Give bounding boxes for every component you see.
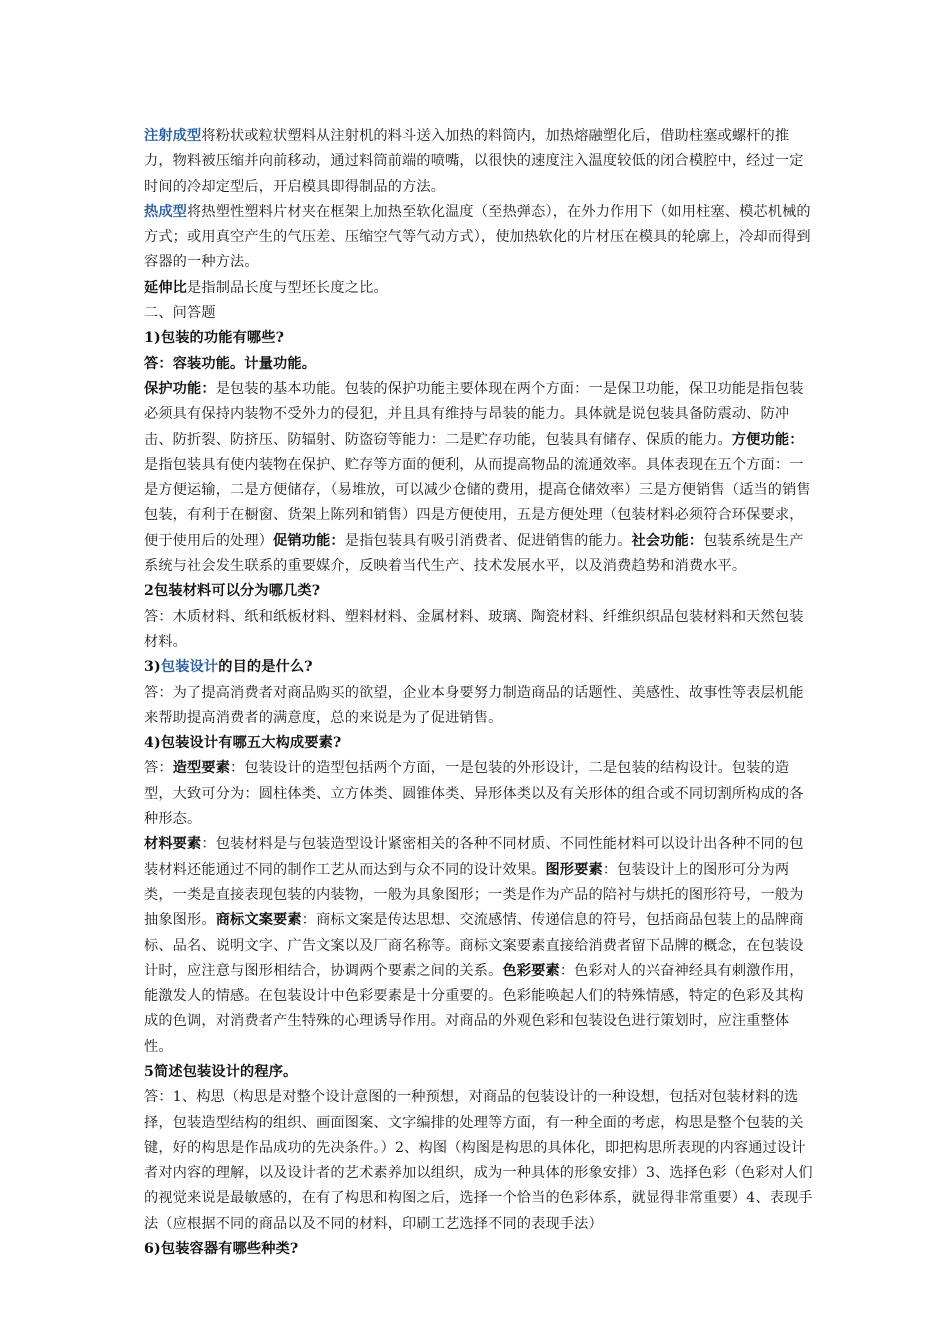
definition-text: 是指制品长度与型坯长度之比。 (187, 279, 388, 296)
term-link[interactable]: 热成型 (144, 203, 188, 220)
document-page (144, 124, 814, 1262)
term-link[interactable]: 注射成型 (144, 128, 202, 144)
question-4: 4)包装设计有哪五大构成要素? (144, 735, 342, 752)
definition-text: 将热塑性塑料片材夹在框架上加热至软化温度（至热弹态），在外力作用下（如用柱塞、模芯机械的方式；或用真空产生的气压差、压缩空气等气动方式），使加热软化的片材压在模具的轮廓上，冷却而得到容器的一种方法。 (144, 203, 811, 271)
answer-1-summary: 答：容装功能。计量功能。 (144, 355, 317, 372)
answer-5: 答：1、构思（构思是对整个设计意图的一种预想，对商品的包装设计的一种设想，包括对包装材料的选择，包装造型结构的组织、画面图案、文字编排的处理等方面，有一种全面的考虑，构思是整个包装的关键，好的构思是作品成功的先决条件。）2、构图（构图是构思的具体化，即把构思所表现的内容通过设计者对内容的理解，以及设计者的艺术素养加以组织，成为一种具体的形象安排）3、选择色彩（色彩对人们的视觉来说是最敏感的，在有了构思和构图之后，选择一个恰当的色彩体系，就显得非常重要）4、表现手法（应根据不同的商品以及不同的材料，印刷工艺选择不同的表现手法） (144, 1089, 813, 1232)
definition-thermoforming (144, 200, 814, 276)
answer-1-body: 保护功能：是包装的基本功能。包装的保护功能主要体现在两个方面：一是保卫功能，保卫功能是指包装必须具有保持内装物不受外力的侵犯，并且具有维持与昂装的能力。具体就是说包装具备防震动、防冲击、防折裂、防挤压、防辐射、防盗窃等能力：二是贮存功能，包装具有储存、保质的能力。方便功能：是指包装具有使内装物在保护、贮存等方面的便利，从而提高物品的流通效率。具体表现在五个方面：一是方便运输，二是方便储存，（易堆放，可以减少仓储的费用，提高仓储效率）三是方便销售（适当的销售包装，有利于在橱窗、货架上陈列和销售）四是方便使用，五是方便处理（包装材料必须符合环保要求，便于使用后的处理）促销功能：是指包装具有吸引消费者、促进销售的能力。社会功能：包装系统是生产系统与社会发生联系的重要媒介，反映着当代生产、技术发展水平，以及消费趋势和消费水平。 (144, 380, 811, 575)
term-link[interactable]: 包装设计 (160, 659, 219, 676)
answer-3: 答：为了提高消费者对商品购买的欲望，企业本身要努力制造商品的话题性、美感性、故事性等表层机能来帮助提高消费者的满意度，总的来说是为了促进销售。 (144, 684, 804, 726)
question-5: 5简述包装设计的程序。 (144, 1063, 298, 1080)
question-1: 1)包装的功能有哪些? (144, 330, 285, 347)
answer-4-part-2: 材料要素：包装材料是与包装造型设计紧密相关的各种不同材质、不同性能材料可以设计出各种不同的包装材料还能通过不同的制作工艺从而达到与众不同的设计效果。图形要素：包装设计上的图形可分为两类，一类是直接表现包装的内装物，一般为具象图形；一类是作为产品的陪衬与烘托的图形符号，一般为抽象图形。商标文案要素：商标文案是传达思想、交流感情、传递信息的符号，包括商品包装上的品牌商标、品名、说明文字、广告文案以及厂商名称等。商标文案要素直接给消费者留下品牌的概念，在包装设计时，应注意与图形相结合，协调两个要素之间的关系。色彩要素：色彩对人的兴奋神经具有刺激作用，能激发人的情感。在包装设计中色彩要素是十分重要的。色彩能唤起人们的特殊情感，特定的色彩及其构成的色调，对消费者产生特殊的心理诱导作用。对商品的外观色彩和包装设色进行策划时，应注重整体性。 (144, 836, 804, 1055)
section-title: 二、问答题 (144, 305, 216, 322)
answer-2: 答：木质材料、纸和纸板材料、塑料材料、金属材料、玻璃、陶瓷材料、纤维织织品包装材料和天然包装材料。 (144, 608, 804, 650)
definition-text: 将粉状或粒状塑料从注射机的料斗送入加热的料筒内，加热熔融塑化后，借助柱塞或螺杆的推力，物料被压缩并向前移动，通过料筒前端的喷嘴，以很快的速度注入温度较低的闭合模腔中，经过一定时间的冷却定型后，开启模具即得制品的方法。 (144, 128, 804, 195)
definition-stretch-ratio (144, 276, 814, 301)
question-6: 6)包装容器有哪些种类? (144, 1241, 299, 1258)
question-3: 3)包装设计的目的是什么? (144, 659, 313, 676)
definition-injection-molding (144, 124, 814, 200)
answer-4-part-1: 答：造型要素：包装设计的造型包括两个方面，一是包装的外形设计，二是包装的结构设计。包装的造型，大致可分为：圆柱体类、立方体类、圆锥体类、异形体类以及有关形体的组合或不同切割所构成的各种形态。 (144, 760, 804, 828)
term-bold: 延伸比 (144, 279, 188, 296)
question-2: 2包装材料可以分为哪几类? (144, 583, 321, 600)
